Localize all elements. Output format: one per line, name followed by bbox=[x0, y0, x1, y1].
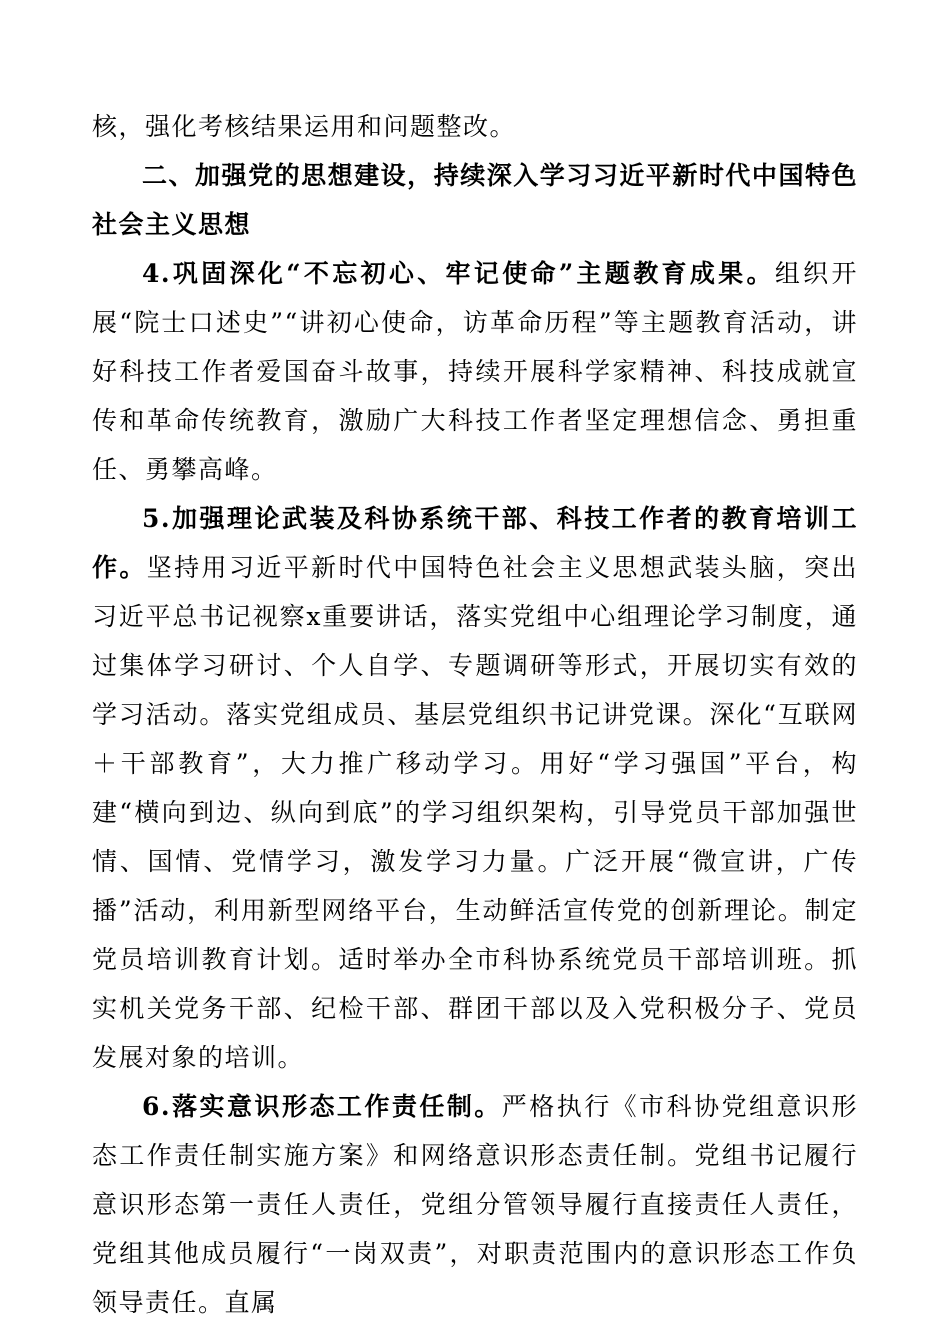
continuation-paragraph: 核，强化考核结果运用和问题整改。 bbox=[92, 112, 517, 141]
item-body-5: 坚持用习近平新时代中国特色社会主义思想武装头脑，突出习近平总书记视察x重要讲话，落实党组中心组理论学习制度，通过集体学习研讨、个人自学、专题调研等形式，开展切实有效的学习活动。落实党组成员、基层党组织书记讲党课。深化“互联网＋干部教育”，大力推广移动学习。用好“学习强国”平台，构建“横向到边、纵向到底”的学习组织架构，引导党员干部加强世情、国情、党情学习，激发学习力量。广泛开展“微宣讲，广传播”活动，利用新型网络平台，生动鲜活宣传党的创新理论。制定党员培训教育计划。适时举办全市科协系统党员干部培训班。抓实机关党务干部、纪检干部、群团干部以及入党积极分子、党员发展对象的培训。 bbox=[92, 553, 858, 1072]
item-title-4: 4.巩固深化“不忘初心、牢记使命”主题教育成果。 bbox=[142, 259, 775, 288]
item-body-4: 组织开展“院士口述史”“讲初心使命，访革命历程”等主题教育活动，讲好科技工作者爱国奋斗故事，持续开展科学家精神、科技成就宣传和革命传统教育，激励广大科技工作者坚定理想信念、勇担重任、勇攀高峰。 bbox=[92, 259, 858, 484]
item-paragraph-6 bbox=[92, 1082, 858, 1327]
document-body bbox=[92, 102, 858, 1327]
item-paragraph-5 bbox=[92, 494, 858, 1082]
section-heading: 二、加强党的思想建设，持续深入学习习近平新时代中国特色社会主义思想 bbox=[92, 161, 858, 239]
item-paragraph-4 bbox=[92, 249, 858, 494]
item-body-6: 严格执行《市科协党组意识形态工作责任制实施方案》和网络意识形态责任制。党组书记履行意识形态第一责任人责任，党组分管领导履行直接责任人责任，党组其他成员履行“一岗双责”，对职责范围内的意识形态工作负领导责任。直属 bbox=[92, 1092, 858, 1317]
item-title-6: 6.落实意识形态工作责任制。 bbox=[142, 1092, 502, 1121]
item-title-5: 5.加强理论武装及科协系统干部、科技工作者的教育培训工作。 bbox=[92, 504, 858, 582]
